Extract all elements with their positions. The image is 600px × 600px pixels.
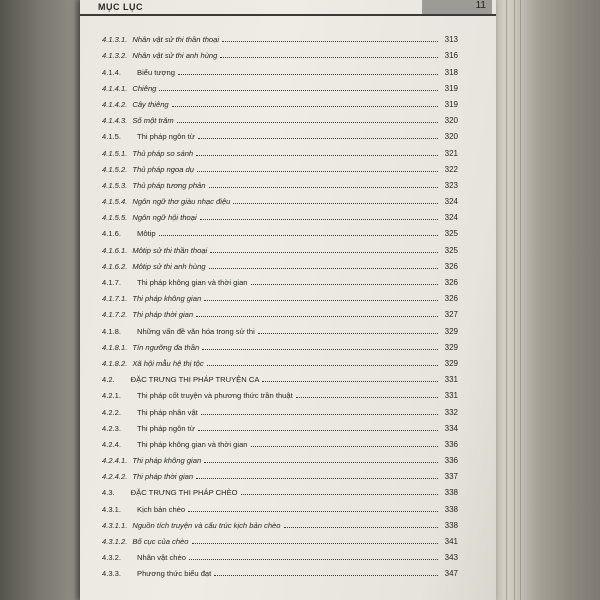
toc-entry [102, 174, 458, 190]
toc-entry [102, 497, 458, 513]
toc-entry-page: 323 [444, 180, 458, 190]
toc-entry-title: Thi pháp cốt truyện và phương thức trần thuật [137, 391, 293, 401]
toc-entry-title: Thi pháp ngôn từ [137, 132, 195, 142]
toc-dot-leader [198, 138, 438, 139]
toc-dot-leader [196, 155, 438, 156]
toc-dot-leader [251, 284, 438, 285]
toc-entry-number: 4.1.4.2. [102, 99, 128, 109]
page-header [80, 0, 496, 16]
toc-entry-number: 4.3.1. [102, 504, 121, 514]
toc-entry-page: 331 [444, 391, 458, 401]
toc-entry-page: 338 [444, 504, 458, 514]
toc-entry-title: Số một trăm [132, 116, 174, 126]
toc-dot-leader [204, 300, 438, 301]
toc-entry [102, 93, 458, 109]
toc-entry-number: 4.3.1.1. [102, 520, 128, 530]
toc-entry-title: Thủ pháp so sánh [132, 148, 194, 158]
toc-entry-number: 4.1.5.2. [102, 164, 128, 174]
toc-entry-number: 4.1.8. [102, 326, 121, 336]
toc-entry-title: Thủ pháp ngoa dụ [132, 164, 194, 174]
table-of-contents [102, 28, 458, 578]
toc-entry-number: 4.1.5. [102, 132, 121, 142]
toc-entry-title: Chiêng [132, 83, 157, 93]
toc-entry-number: 4.2.4.1. [102, 456, 128, 466]
toc-entry-title: Thi pháp thời gian [132, 472, 194, 482]
toc-entry-page: 331 [444, 375, 458, 385]
toc-dot-leader [210, 252, 438, 253]
toc-entry [102, 271, 458, 287]
toc-entry-number: 4.1.7.2. [102, 310, 128, 320]
toc-dot-leader [196, 316, 438, 317]
toc-entry-page: 329 [444, 358, 458, 368]
toc-entry [102, 255, 458, 271]
toc-dot-leader [209, 187, 438, 188]
toc-entry-title: Phương thức biểu đạt [137, 569, 212, 579]
toc-entry [102, 125, 458, 141]
toc-entry-number: 4.1.4.3. [102, 116, 128, 126]
toc-entry-title: Môtip [137, 229, 156, 239]
toc-entry-title: Tín ngưỡng đa thần [132, 342, 200, 352]
toc-entry-number: 4.1.7. [102, 278, 121, 287]
page-number: 11 [422, 0, 492, 14]
toc-entry [102, 44, 458, 60]
toc-entry [102, 352, 458, 368]
toc-dot-leader [188, 511, 438, 512]
toc-entry-number: 4.3.3. [102, 569, 121, 579]
toc-entry-page: 337 [444, 472, 458, 482]
book-page [80, 0, 496, 600]
toc-entry-number: 4.1.7.1. [102, 294, 128, 304]
toc-entry-number: 4.2.4.2. [102, 472, 128, 482]
toc-entry-page: 329 [444, 326, 458, 336]
toc-entry-title: Thi pháp ngôn từ [137, 423, 195, 433]
toc-entry-title: Ngôn ngữ thơ giàu nhạc điệu [132, 197, 231, 207]
toc-entry [102, 417, 458, 433]
toc-entry-page: 319 [444, 83, 458, 93]
toc-entry-page: 319 [444, 99, 458, 109]
toc-entry-title: Kịch bản chèo [137, 504, 186, 514]
toc-entry [102, 530, 458, 546]
toc-entry-page: 322 [444, 164, 458, 174]
toc-entry-page: 324 [444, 213, 458, 223]
toc-entry [102, 562, 458, 578]
toc-entry [102, 433, 458, 449]
toc-dot-leader [204, 462, 438, 463]
toc-dot-leader [214, 575, 438, 576]
toc-entry-title: ĐẶC TRƯNG THI PHÁP CHÈO [130, 488, 238, 498]
toc-entry-number: 4.1.5.3. [102, 180, 128, 190]
toc-entry-number: 4.1.5.4. [102, 197, 128, 207]
toc-dot-leader [251, 446, 438, 447]
toc-entry-page: 329 [444, 342, 458, 352]
toc-entry-number: 4.1.5.5. [102, 213, 128, 223]
toc-dot-leader [172, 106, 438, 107]
toc-entry-number: 4.3. [102, 488, 115, 498]
toc-entry-title: Nhân vật chèo [137, 553, 186, 563]
toc-entry-title: Cây thiêng [132, 99, 169, 109]
toc-entry [102, 141, 458, 157]
toc-entry-title: Môtip sử thi anh hùng [132, 261, 206, 271]
toc-entry [102, 158, 458, 174]
toc-entry-number: 4.1.3.2. [102, 51, 128, 61]
toc-entry-page: 320 [444, 116, 458, 126]
toc-entry-title: Nguồn tích truyện và cấu trúc kịch bản chèo [132, 520, 281, 530]
toc-dot-leader [202, 349, 438, 350]
toc-entry-page: 326 [444, 294, 458, 304]
toc-entry-number: 4.3.2. [102, 553, 121, 563]
toc-entry-number: 4.1.3.1. [102, 35, 128, 45]
toc-dot-leader [159, 90, 438, 91]
toc-entry-page: 338 [444, 488, 458, 498]
toc-entry-title: Nhân vật sử thi anh hùng [132, 51, 218, 61]
toc-dot-leader [207, 365, 438, 366]
toc-entry-number: 4.2.1. [102, 391, 121, 401]
toc-entry-page: 320 [444, 132, 458, 142]
toc-entry-title: Thủ pháp tương phản [132, 180, 206, 190]
toc-entry-page: 338 [444, 520, 458, 530]
toc-entry-title: Thi pháp không gian [132, 294, 202, 304]
toc-dot-leader [159, 235, 438, 236]
toc-entry [102, 449, 458, 465]
toc-entry-page: 313 [444, 35, 458, 45]
toc-dot-leader [241, 494, 438, 495]
toc-entry [102, 465, 458, 481]
toc-entry-page: 324 [444, 197, 458, 207]
toc-dot-leader [200, 219, 438, 220]
toc-entry-title: Thi pháp không gian [132, 456, 202, 466]
toc-entry-number: 4.1.6. [102, 229, 121, 239]
toc-entry [102, 109, 458, 125]
toc-entry-page: 343 [444, 553, 458, 563]
toc-entry-page: 332 [444, 407, 458, 417]
toc-entry [102, 28, 458, 44]
toc-entry-title: Thi pháp thời gian [132, 310, 194, 320]
toc-dot-leader [233, 203, 438, 204]
toc-entry-page: 316 [444, 51, 458, 61]
toc-entry-page: 336 [444, 456, 458, 466]
toc-entry [102, 400, 458, 416]
toc-entry [102, 303, 458, 319]
book-page-edges [496, 0, 600, 600]
toc-entry [102, 481, 458, 497]
toc-dot-leader [209, 268, 438, 269]
toc-dot-leader [178, 74, 438, 75]
toc-entry-page: 341 [444, 537, 458, 546]
toc-dot-leader [296, 397, 438, 398]
toc-entry-page: 318 [444, 67, 458, 77]
toc-dot-leader [198, 430, 438, 431]
toc-dot-leader [201, 414, 438, 415]
toc-entry-page: 336 [444, 439, 458, 449]
toc-entry-title: ĐẶC TRƯNG THI PHÁP TRUYỆN CA [130, 375, 260, 385]
toc-entry-page: 325 [444, 229, 458, 239]
toc-entry-title: Ngôn ngữ hội thoại [132, 213, 197, 223]
toc-entry-title: Những vấn đề văn hóa trong sử thi [137, 326, 255, 336]
toc-entry-page: 347 [444, 569, 458, 579]
toc-entry-title: Thi pháp nhân vật [137, 407, 198, 417]
toc-entry [102, 336, 458, 352]
toc-entry-number: 4.1.8.1. [102, 342, 128, 352]
toc-entry [102, 546, 458, 562]
toc-entry-number: 4.2.3. [102, 423, 121, 433]
toc-entry [102, 222, 458, 238]
toc-entry-number: 4.1.4.1. [102, 83, 128, 93]
toc-entry-page: 326 [444, 261, 458, 271]
toc-entry-page: 325 [444, 245, 458, 255]
toc-entry-title: Môtip sử thi thần thoại [132, 245, 208, 255]
toc-entry-title: Xã hội mẫu hệ thị tộc [132, 358, 204, 368]
toc-dot-leader [222, 41, 438, 42]
toc-entry-page: 334 [444, 423, 458, 433]
toc-dot-leader [196, 478, 438, 479]
toc-entry [102, 287, 458, 303]
toc-dot-leader [220, 57, 438, 58]
toc-dot-leader [192, 543, 439, 544]
toc-entry [102, 368, 458, 384]
toc-entry-number: 4.1.4. [102, 67, 121, 77]
toc-dot-leader [197, 171, 438, 172]
toc-entry-number: 4.2. [102, 375, 115, 385]
toc-entry [102, 190, 458, 206]
toc-dot-leader [284, 527, 438, 528]
toc-entry [102, 60, 458, 76]
toc-entry-page: 321 [444, 148, 458, 158]
toc-entry-number: 4.2.4. [102, 439, 121, 449]
toc-dot-leader [177, 122, 438, 123]
toc-entry [102, 319, 458, 335]
toc-entry-title: Bố cục của chèo [132, 537, 189, 546]
toc-entry [102, 77, 458, 93]
toc-entry [102, 238, 458, 254]
toc-entry-page: 326 [444, 278, 458, 287]
toc-entry-title: Thi pháp không gian và thời gian [137, 278, 248, 287]
toc-entry [102, 514, 458, 530]
toc-entry-title: Nhân vật sử thi thần thoại [132, 35, 220, 45]
toc-dot-leader [189, 559, 438, 560]
toc-dot-leader [262, 381, 438, 382]
toc-entry-number: 4.1.8.2. [102, 358, 128, 368]
toc-entry-number: 4.3.1.2. [102, 537, 128, 546]
toc-entry-number: 4.2.2. [102, 407, 121, 417]
toc-entry [102, 384, 458, 400]
page-header-title: MỤC LỤC [98, 2, 143, 12]
toc-entry-number: 4.1.6.1. [102, 245, 128, 255]
toc-entry-number: 4.1.5.1. [102, 148, 128, 158]
toc-entry-title: Thi pháp không gian và thời gian [137, 439, 248, 449]
toc-entry-page: 327 [444, 310, 458, 320]
toc-entry-number: 4.1.6.2. [102, 261, 128, 271]
toc-entry [102, 206, 458, 222]
toc-entry-title: Biểu tượng [137, 67, 175, 77]
toc-dot-leader [258, 333, 438, 334]
